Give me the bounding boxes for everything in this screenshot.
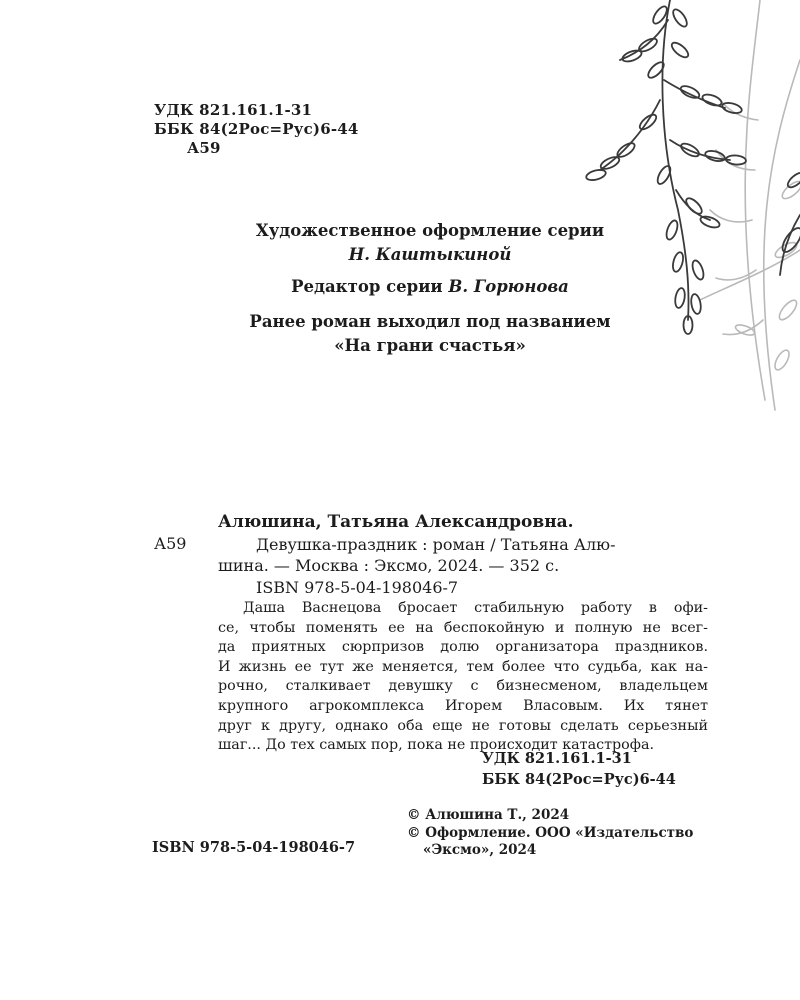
series-editor-label: Редактор серии — [291, 277, 443, 296]
udk-code-top: УДК 821.161.1-31 — [154, 101, 313, 119]
previous-title-row — [30, 334, 800, 358]
bbk-code-top: ББК 84(2Рос=Рус)6-44 — [154, 120, 359, 138]
bbk-code: ББК 84(2Рос=Рус)6-44 — [482, 771, 676, 788]
series-design-credit — [30, 219, 800, 243]
annotation-line: Даша Васнецова бросает стабильную работу в офи- — [243, 600, 708, 616]
annotation-line: друг к другу, однако оба еще не готовы сделать серьезный — [218, 717, 708, 734]
series-design-label: Художественное оформление серии — [255, 221, 605, 240]
annotation-line: И жизнь ее тут же меняется, тем более что судьба, как на- — [218, 658, 708, 675]
copyright-block — [407, 807, 693, 860]
copyright-design-cont: «Эксмо», 2024 — [423, 842, 537, 858]
series-designer-name: Н. Каштыкиной — [348, 245, 512, 264]
copyright-design: © Оформление. ООО «Издательство — [407, 824, 694, 841]
previous-title-label: Ранее роман выходил под названием — [249, 312, 611, 331]
annotation-line: шаг... До тех самых пор, пока не происходит катастрофа. — [218, 737, 655, 754]
catalog-author-mark: А59 — [154, 534, 187, 553]
series-designer-name-row — [30, 243, 800, 267]
series-editor-credit — [30, 275, 800, 299]
series-editor-name: В. Горюнова — [448, 277, 569, 296]
udk-code: УДК 821.161.1-31 — [482, 750, 632, 767]
annotation-line: рочно, сталкивает девушку с бизнесменом, владельцем — [218, 678, 708, 695]
catalog-title-line-1: Девушка-праздник : роман / Татьяна Алю- — [256, 534, 616, 554]
annotation-line: крупного агрокомплекса Игорем Власовым. Их тянет — [218, 697, 708, 714]
catalog-title-line-2: шина. — Москва : Эксмо, 2024. — 352 с. — [218, 556, 560, 575]
author-mark-top: А59 — [187, 139, 221, 157]
previous-title: «На грани счастья» — [334, 336, 526, 355]
annotation-line: да приятных сюрпризов долю организатора праздников. — [218, 639, 708, 656]
catalog-card — [218, 512, 708, 598]
copyright-author: © Алюшина Т., 2024 — [407, 807, 570, 823]
catalog-isbn: ISBN 978-5-04-198046-7 — [256, 577, 459, 597]
catalog-author: Алюшина, Татьяна Александровна. — [218, 512, 574, 532]
classification-codes — [482, 748, 676, 790]
book-annotation — [218, 599, 708, 756]
previous-title-note — [30, 310, 800, 334]
annotation-line: се, чтобы поменять ее на беспокойную и полную не всег- — [218, 619, 708, 636]
isbn-bottom: ISBN 978-5-04-198046-7 — [152, 839, 356, 856]
